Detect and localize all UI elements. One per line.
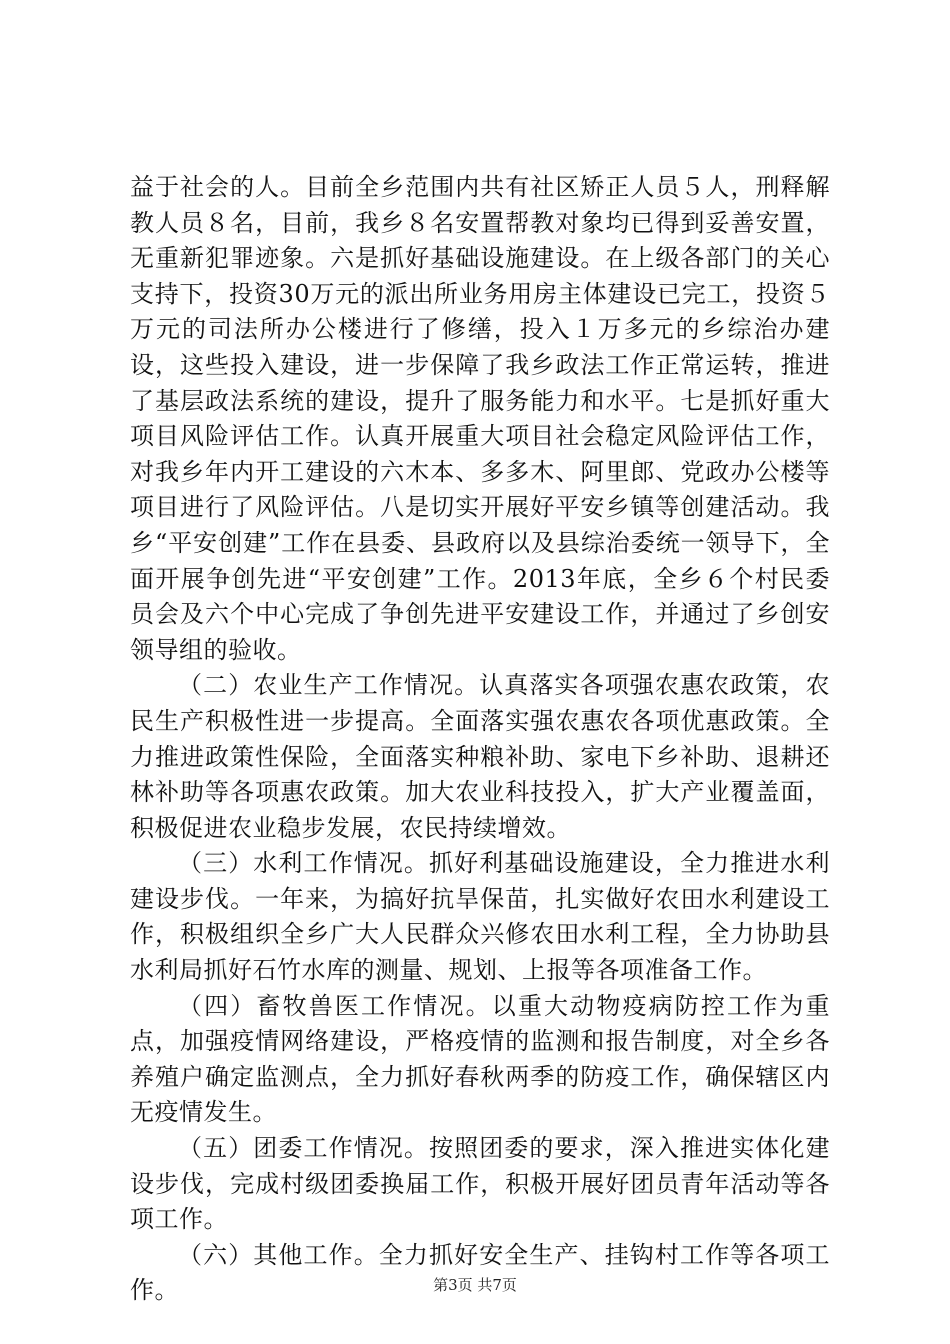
document-body <box>130 170 830 1309</box>
paragraph-agriculture: （二）农业生产工作情况。认真落实各项强农惠农政策，农民生产积极性进一步提高。全面落实强农惠农各项优惠政策。全力推进政策性保险，全面落实种粮补助、家电下乡补助、退耕还林补助等各项惠农政策。加大农业科技投入，扩大产业覆盖面，积极促进农业稳步发展，农民持续增效。 <box>130 671 830 842</box>
paragraph-water-conservancy: （三）水利工作情况。抓好利基础设施建设，全力推进水利建设步伐。一年来，为搞好抗旱保苗，扎实做好农田水利建设工作，积极组织全乡广大人民群众兴修农田水利工程，全力协助县水利局抓好石竹水库的测量、规划、上报等各项准备工作。 <box>130 849 830 985</box>
page-footer: 第3页 共7页 <box>433 1276 517 1294</box>
paragraph-veterinary: （四）畜牧兽医工作情况。以重大动物疫病防控工作为重点，加强疫情网络建设，严格疫情的监测和报告制度，对全乡各养殖户确定监测点，全力抓好春秋两季的防疫工作，确保辖区内无疫情发生。 <box>130 991 830 1127</box>
paragraph-other-work: （六）其他工作。全力抓好安全生产、挂钩村工作等各项工作。 <box>130 1240 830 1305</box>
paragraph-youth-league: （五）团委工作情况。按照团委的要求，深入推进实体化建设步伐，完成村级团委换届工作，积极开展好团员青年活动等各项工作。 <box>130 1134 830 1234</box>
paragraph-continuation: 益于社会的人。目前全乡范围内共有社区矫正人员５人，刑释解教人员８名，目前，我乡８名安置帮教对象均已得到妥善安置，无重新犯罪迹象。六是抓好基础设施建设。在上级各部门的关心支持下，投资30万元的派出所业务用房主体建设已完工，投资５万元的司法所办公楼进行了修缮，投入１万多元的乡综治办建设，这些投入建设，进一步保障了我乡政法工作正常运转，推进了基层政法系统的建设，提升了服务能力和水平。七是抓好重大项目风险评估工作。认真开展重大项目社会稳定风险评估工作，对我乡年内开工建设的六木本、多多木、阿里郎、党政办公楼等项目进行了风险评估。八是切实开展好平安乡镇等创建活动。我乡“平安创建”工作在县委、县政府以及县综治委统一领导下，全面开展争创先进“平安创建”工作。2013年底，全乡６个村民委员会及六个中心完成了争创先进平安建设工作，并通过了乡创安领导组的验收。 <box>130 173 830 664</box>
